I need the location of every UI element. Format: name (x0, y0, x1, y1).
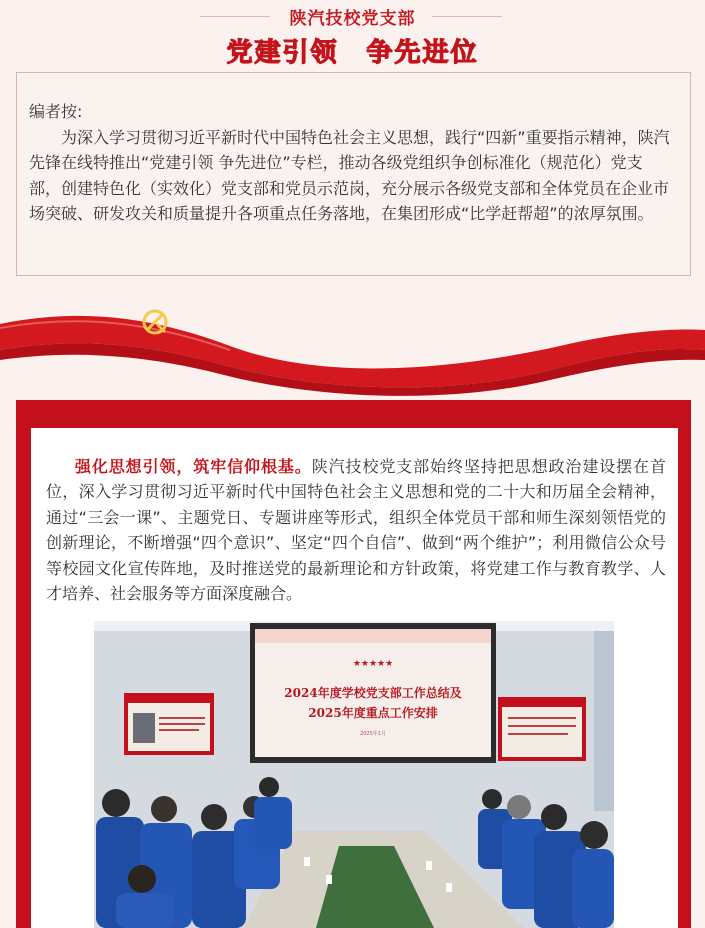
screen-line-2: 2025年度重点工作安排 (308, 706, 438, 720)
header-divider-right (432, 16, 502, 17)
screen-date: 2025年1月 (360, 731, 386, 737)
branch-title: 陕汽技校党支部 (289, 8, 416, 29)
screen-line-1: 2024年度学校党支部工作总结及 (284, 686, 462, 700)
meeting-photo-illustration (94, 621, 614, 928)
meeting-photo (94, 621, 614, 928)
header-divider-left (200, 16, 270, 17)
column-slogan: 党建引领 争先进位 (226, 38, 479, 68)
decorative-red-ribbon (0, 288, 705, 400)
branch-header (0, 0, 705, 32)
editor-note-body: 为深入学习贯彻习近平新时代中国特色社会主义思想，践行“四新”重要指示精神，陕汽先锋在线特推出“党建引领 争先进位”专栏，推动各级党组织争创标准化（规范化）党支部，创建特色化（实效化）党支部和党员示范岗，充分展示各级党支部和全体党员在企业市场突破、研发攻关和质量提升各项重点任务落地，在集团形成“比学赶帮超”的浓厚氛围。 (29, 127, 670, 223)
paragraph-lead: 强化思想引领，筑牢信仰根基。 (74, 457, 312, 476)
editor-note-box (16, 72, 691, 276)
paragraph-text: 陕汽技校党支部始终坚持把思想政治建设摆在首位，深入学习贯彻习近平新时代中国特色社会主义思想和党的二十大和历届全会精神，通过“三会一课”、主题党日、专题讲座等形式，组织全体党员干部和师生深刻领悟党的创新理论，不断增强“四个意识”、坚定“四个自信”、做到“两个维护”；利用微信公众号等校园文化宣传阵地，及时推送党的最新理论和方针政策，将党建工作与教育教学、人才培养、社会服务等方面深度融合。 (46, 457, 666, 604)
article-paragraph (46, 454, 666, 606)
screen-stars: ★★★★★ (352, 659, 394, 669)
editor-note-label: 编者按: (29, 102, 83, 121)
